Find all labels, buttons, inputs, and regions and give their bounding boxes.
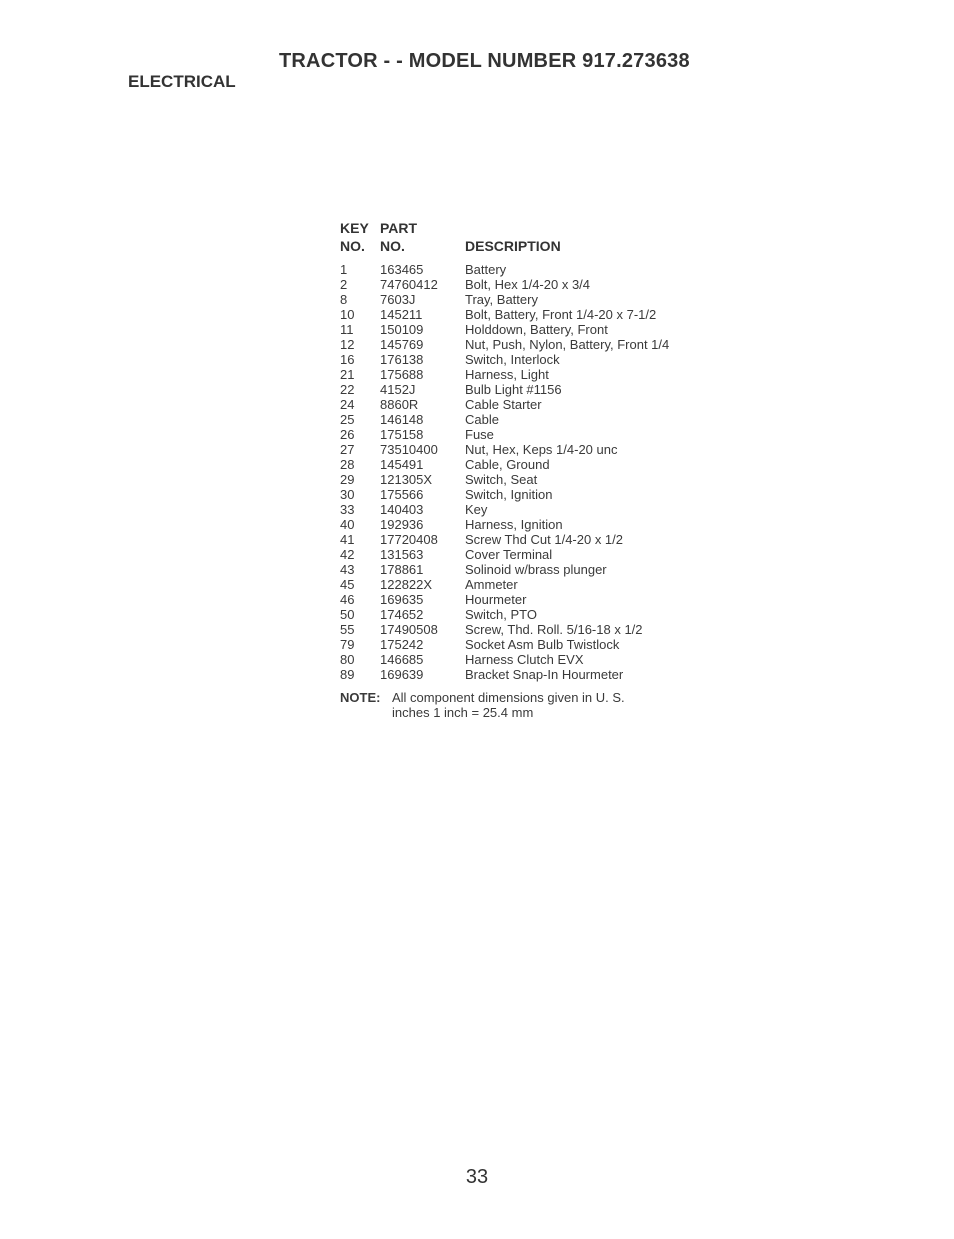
part-number: 192936: [380, 517, 424, 532]
part-description: Screw Thd Cut 1/4-20 x 1/2: [465, 532, 624, 547]
part-number: 163465: [380, 262, 424, 277]
part-description: Cable Starter: [465, 397, 542, 412]
parts-list-header: [340, 220, 760, 260]
part-number: 175242: [380, 637, 424, 652]
table-row: [340, 517, 760, 532]
part-description: Tray, Battery: [465, 292, 538, 307]
key-number: 89: [340, 667, 355, 682]
part-number: 145491: [380, 457, 424, 472]
description-column-header: DESCRIPTION: [465, 238, 561, 254]
key-number: 79: [340, 637, 355, 652]
table-row: [340, 607, 760, 622]
part-number: 8860R: [380, 397, 419, 412]
key-number: 16: [340, 352, 355, 367]
key-number: 27: [340, 442, 355, 457]
table-row: [340, 547, 760, 562]
table-row: [340, 382, 760, 397]
note-text: All component dimensions given in U. S. inches 1 inch = 25.4 mm: [392, 690, 625, 720]
part-number: 150109: [380, 322, 424, 337]
section-heading: ELECTRICAL: [128, 72, 236, 91]
table-row: [340, 637, 760, 652]
part-description: Bolt, Battery, Front 1/4-20 x 7-1/2: [465, 307, 657, 322]
key-number: 22: [340, 382, 355, 397]
part-description: Bracket Snap-In Hourmeter: [465, 667, 624, 682]
key-column-header-line2: NO.: [340, 238, 365, 254]
key-number: 25: [340, 412, 355, 427]
table-row: [340, 457, 760, 472]
key-number: 24: [340, 397, 355, 412]
key-number: 21: [340, 367, 355, 382]
table-row: [340, 622, 760, 637]
part-number: 146685: [380, 652, 424, 667]
key-number: 43: [340, 562, 355, 577]
table-row: [340, 667, 760, 682]
table-row: [340, 292, 760, 307]
part-description: Cable: [465, 412, 499, 427]
table-row: [340, 577, 760, 592]
part-number: 7603J: [380, 292, 416, 307]
key-number: 8: [340, 292, 348, 307]
part-description: Ammeter: [465, 577, 518, 592]
part-number: 145769: [380, 337, 424, 352]
table-row: [340, 487, 760, 502]
part-number: 131563: [380, 547, 424, 562]
part-description: Hourmeter: [465, 592, 527, 607]
dimension-note: [340, 690, 760, 720]
table-row: [340, 262, 760, 277]
key-number: 33: [340, 502, 355, 517]
key-column-header-line1: KEY: [340, 220, 369, 236]
key-number: 40: [340, 517, 355, 532]
part-description: Fuse: [465, 427, 494, 442]
part-description: Holddown, Battery, Front: [465, 322, 608, 337]
key-number: 11: [340, 322, 354, 337]
table-row: [340, 532, 760, 547]
part-number: 17490508: [380, 622, 438, 637]
part-number: 4152J: [380, 382, 416, 397]
key-number: 46: [340, 592, 355, 607]
parts-rows: [340, 262, 760, 682]
key-number: 80: [340, 652, 355, 667]
page-number: 33: [465, 1166, 489, 1188]
part-number: 121305X: [380, 472, 433, 487]
table-row: [340, 412, 760, 427]
part-description: Harness, Light: [465, 367, 549, 382]
part-number: 175566: [380, 487, 424, 502]
part-number: 169635: [380, 592, 424, 607]
part-number: 140403: [380, 502, 424, 517]
part-description: Switch, PTO: [465, 607, 538, 622]
part-description: Screw, Thd. Roll. 5/16-18 x 1/2: [465, 622, 643, 637]
key-number: 26: [340, 427, 355, 442]
table-row: [340, 652, 760, 667]
part-number: 74760412: [380, 277, 438, 292]
table-row: [340, 502, 760, 517]
part-description: Cable, Ground: [465, 457, 550, 472]
part-number: 145211: [380, 307, 423, 322]
key-number: 28: [340, 457, 355, 472]
part-number: 17720408: [380, 532, 438, 547]
part-number: 169639: [380, 667, 424, 682]
key-number: 41: [340, 532, 355, 547]
page-title: TRACTOR - - MODEL NUMBER 917.273638: [279, 50, 690, 72]
table-row: [340, 277, 760, 292]
key-number: 2: [340, 277, 348, 292]
table-row: [340, 307, 760, 322]
part-description: Harness Clutch EVX: [465, 652, 584, 667]
part-number: 178861: [380, 562, 424, 577]
key-number: 42: [340, 547, 355, 562]
part-description: Switch, Seat: [465, 472, 538, 487]
table-row: [340, 322, 760, 337]
table-row: [340, 367, 760, 382]
key-number: 50: [340, 607, 355, 622]
part-number: 174652: [380, 607, 424, 622]
table-row: [340, 427, 760, 442]
part-column-header-line2: NO.: [380, 238, 405, 254]
table-row: [340, 592, 760, 607]
key-number: 1: [340, 262, 348, 277]
part-description: Switch, Interlock: [465, 352, 560, 367]
note-label: NOTE:: [340, 690, 381, 705]
part-description: Key: [465, 502, 488, 517]
key-number: 55: [340, 622, 355, 637]
part-number: 73510400: [380, 442, 438, 457]
part-description: Cover Terminal: [465, 547, 553, 562]
table-row: [340, 442, 760, 457]
part-description: Nut, Push, Nylon, Battery, Front 1/4: [465, 337, 670, 352]
part-description: Bolt, Hex 1/4-20 x 3/4: [465, 277, 591, 292]
part-description: Bulb Light #1156: [465, 382, 562, 397]
key-number: 45: [340, 577, 355, 592]
part-description: Harness, Ignition: [465, 517, 563, 532]
table-row: [340, 352, 760, 367]
part-column-header-line1: PART: [380, 220, 418, 236]
part-description: Nut, Hex, Keps 1/4-20 unc: [465, 442, 618, 457]
part-description: Switch, Ignition: [465, 487, 553, 502]
part-description: Solinoid w/brass plunger: [465, 562, 607, 577]
key-number: 12: [340, 337, 355, 352]
part-number: 146148: [380, 412, 424, 427]
part-number: 122822X: [380, 577, 433, 592]
key-number: 30: [340, 487, 355, 502]
part-description: Battery: [465, 262, 507, 277]
table-row: [340, 397, 760, 412]
key-number: 29: [340, 472, 355, 487]
table-row: [340, 337, 760, 352]
table-row: [340, 472, 760, 487]
table-row: [340, 562, 760, 577]
parts-list: [340, 220, 760, 720]
key-number: 10: [340, 307, 355, 322]
part-number: 175158: [380, 427, 424, 442]
part-number: 175688: [380, 367, 424, 382]
part-description: Socket Asm Bulb Twistlock: [465, 637, 620, 652]
part-number: 176138: [380, 352, 424, 367]
